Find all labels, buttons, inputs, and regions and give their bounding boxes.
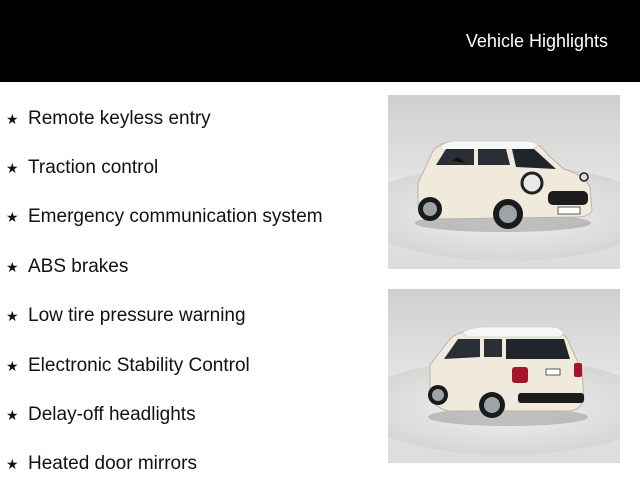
feature-item [6,242,376,291]
page-title: Vehicle Highlights [465,31,608,51]
feature-item [6,292,376,341]
feature-label: Remote keyless entry [28,107,211,129]
car-front-illustration [388,95,620,269]
star-icon: ★ [6,308,19,325]
feature-label: Delay-off headlights [28,404,196,426]
car-rear-illustration [388,289,620,463]
feature-item [6,94,376,143]
feature-item [6,193,376,242]
star-icon: ★ [6,407,19,424]
feature-item [6,341,376,390]
car-front-three-quarter-photo [388,95,620,269]
feature-label: Low tire pressure warning [28,305,246,327]
feature-label: Electronic Stability Control [28,354,250,376]
star-icon: ★ [6,209,19,226]
star-icon: ★ [6,110,19,127]
car-rear-three-quarter-photo [388,289,620,463]
feature-label: Heated door mirrors [28,453,197,475]
feature-label: ABS brakes [28,255,129,277]
star-icon: ★ [6,160,19,177]
feature-label: Emergency communication system [28,206,323,228]
feature-list [6,94,376,480]
star-icon: ★ [6,357,19,374]
star-icon: ★ [6,258,19,275]
star-icon: ★ [6,456,19,473]
feature-label: Traction control [28,157,159,179]
header-bar [0,0,640,82]
feature-item [6,440,376,480]
feature-item [6,390,376,439]
feature-item [6,143,376,192]
